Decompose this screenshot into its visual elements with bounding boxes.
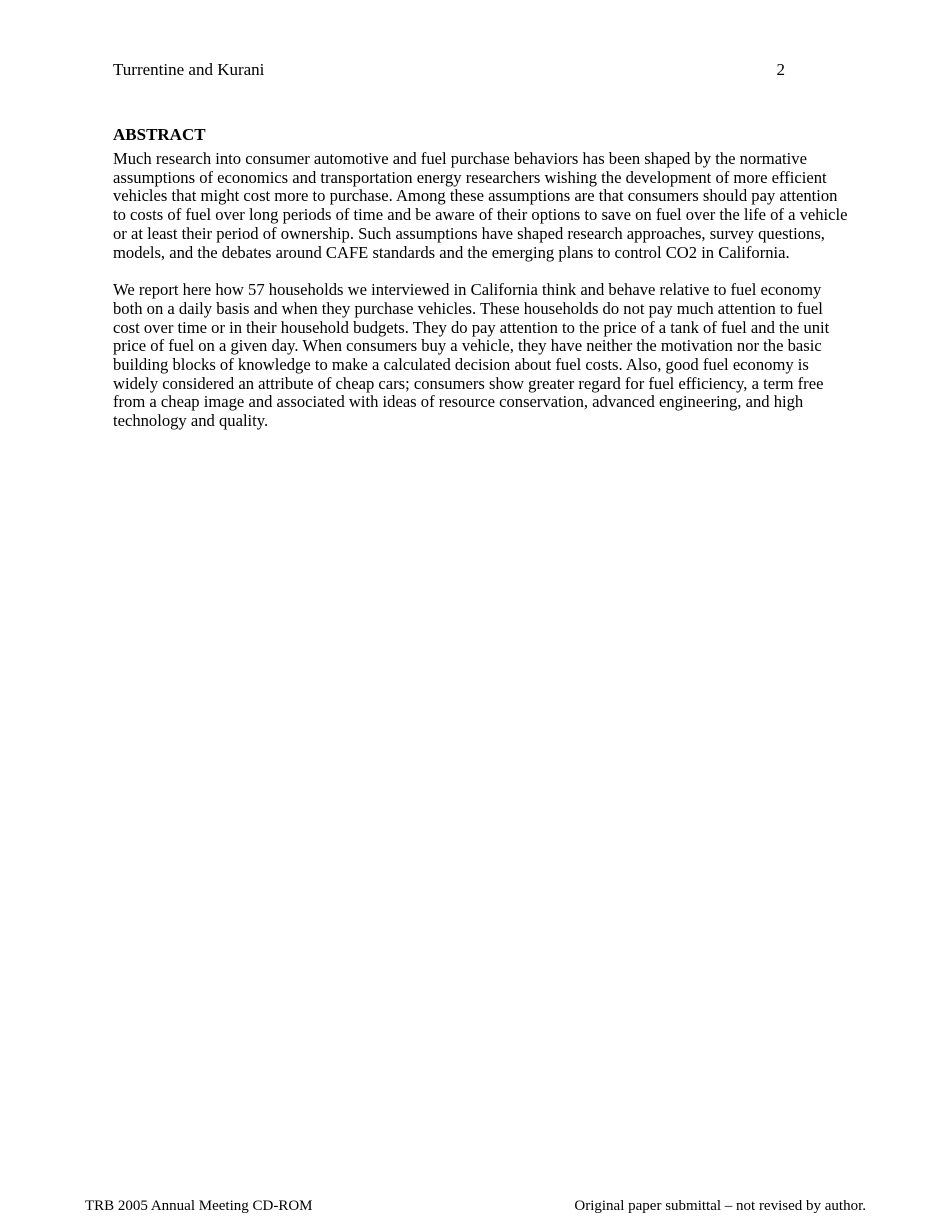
page-number: 2 bbox=[776, 60, 785, 79]
abstract-section bbox=[113, 124, 848, 431]
header-authors: Turrentine and Kurani bbox=[113, 60, 265, 79]
abstract-paragraph-1: Much research into consumer automotive and fuel purchase behaviors has been shaped by the normative assumptions of economics and transportation energy researchers wishing the development of more efficient vehicles that might cost more to purchase. Among these assumptions are that consumers should pay attention to costs of fuel over long periods of time and be aware of their options to save on fuel over the life of a vehicle or at least their period of ownership. Such assumptions have shaped research approaches, survey questions, models, and the debates around CAFE standards and the emerging plans to control CO2 in California. bbox=[113, 149, 848, 262]
page-footer bbox=[85, 1196, 866, 1216]
footer-submittal-note: Original paper submittal – not revised by author. bbox=[574, 1198, 866, 1214]
running-header bbox=[113, 59, 785, 81]
abstract-heading: ABSTRACT bbox=[113, 125, 206, 144]
abstract-paragraph-2: We report here how 57 households we interviewed in California think and behave relative to fuel economy both on a daily basis and when they purchase vehicles. These households do not pay much attention to fuel cost over time or in their household budgets. They do pay attention to the price of a tank of fuel and the unit price of fuel on a given day. When consumers buy a vehicle, they have neither the motivation nor the basic building blocks of knowledge to make a calculated decision about fuel costs. Also, good fuel economy is widely considered an attribute of cheap cars; consumers show greater regard for fuel efficiency, a term free from a cheap image and associated with ideas of resource conservation, advanced engineering, and high technology and quality. bbox=[113, 280, 830, 431]
footer-conference: TRB 2005 Annual Meeting CD-ROM bbox=[85, 1198, 313, 1214]
